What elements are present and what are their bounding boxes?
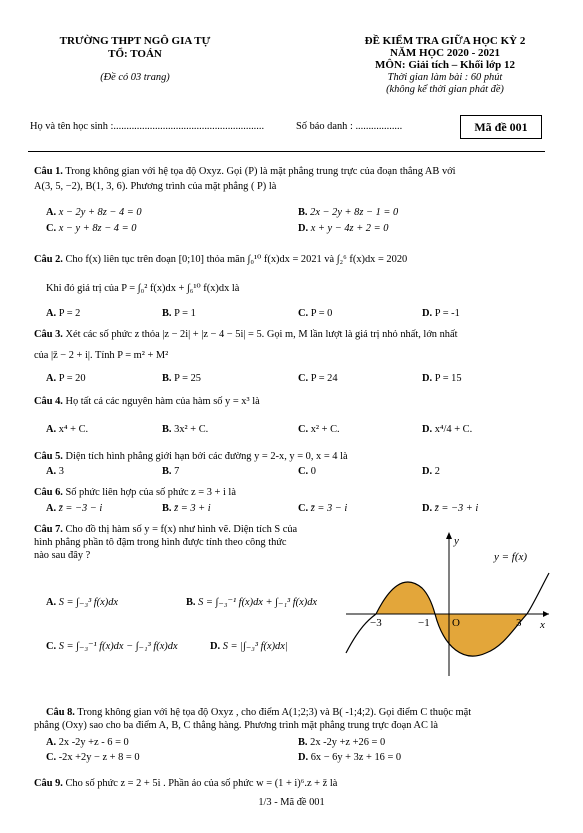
q6-option-b[interactable]: z̄ = 3 + i (174, 503, 211, 514)
q5-option-b[interactable]: 7 (174, 466, 180, 477)
question-4: Câu 4. Họ tất cả các nguyên hàm của hàm số y = x³ là A. x⁴ + C. B. 3x² + C. C. x² + C. D. x⁴/4 + C. (34, 396, 473, 435)
q5-option-a[interactable]: 3 (58, 466, 64, 477)
exam-title: ĐỀ KIỂM TRA GIỮA HỌC KỲ 2 (364, 35, 526, 47)
pages-note: (Đề có 03 trang) (100, 72, 170, 83)
q8-option-d[interactable]: 6x − 6y + 3z + 16 = 0 (310, 752, 402, 763)
student-id-field: Số báo danh : .................. (296, 121, 403, 132)
q3-option-a[interactable]: P = 20 (58, 373, 86, 384)
q1-option-b[interactable]: 2x − 2y + 8z − 1 = 0 (310, 207, 399, 218)
q1-option-d[interactable]: x + y − 4z + 2 = 0 (310, 223, 389, 234)
q1-option-c[interactable]: x − y + 8z − 4 = 0 (58, 223, 137, 234)
q4-option-b[interactable]: 3x² + C. (174, 424, 209, 435)
q6-option-c[interactable]: z̄ = 3 − i (310, 503, 348, 514)
q7-option-d[interactable]: S = |∫₋₃³ f(x)dx| (222, 641, 288, 652)
q2-option-d[interactable]: P = -1 (434, 308, 460, 319)
x-axis-label: x (540, 619, 545, 631)
q7-function-graph (344, 528, 554, 678)
q6-option-d[interactable]: z̄ = −3 + i (434, 503, 479, 514)
tick-label-neg1: −1 (418, 617, 430, 629)
q2-option-a[interactable]: P = 2 (58, 308, 81, 319)
function-label: y = f(x) (494, 551, 528, 563)
q5-option-d[interactable]: 2 (434, 466, 440, 477)
question-6: Câu 6. Số phức liên hợp của số phức z = 3 + i là A. z̄ = −3 − i B. z̄ = 3 + i C. z̄ = 3 − i D. z̄ = −3 + i (34, 487, 479, 514)
q6-option-a[interactable]: z̄ = −3 − i (58, 503, 103, 514)
question-8: Câu 8. Trong không gian với hệ tọa độ Oxyz , cho điểm A(1;2;3) và B( -1;4;2). Gọi điểm C thuộc mặt phẳng (Oxy) sao cho ba điểm A, B, C thẳng hàng. Phương trình mặt phẳng trung trực đoạn AC là A. 2x -2y +z - 6 = 0 B. 2x -2y +z +26 = 0 C. -2x +2y − z + 8 = 0 D. 6x − 6y + 3z + 16 = 0 (34, 707, 472, 763)
q8-option-a[interactable]: 2x -2y +z - 6 = 0 (58, 737, 129, 748)
school-year: NĂM HỌC 2020 - 2021 (390, 47, 500, 59)
q7-option-c[interactable]: S = ∫₋₃⁻¹ f(x)dx − ∫₋₁³ f(x)dx (58, 641, 178, 652)
q4-option-a[interactable]: x⁴ + C. (58, 424, 89, 435)
q8-option-c[interactable]: -2x +2y − z + 8 = 0 (58, 752, 140, 763)
question-1: Câu 1. Trong không gian với hệ tọa độ Oxyz. Gọi (P) là mặt phẳng trung trực của đoạn thẳng AB với A(3, 5, −2), B(1, 3, 6). Phương trình của mặt phẳng ( P) là A. x − 2y + 8z − 4 = 0 B. 2x − 2y + 8z − 1 = 0 C. x − y + 8z − 4 = 0 D. x + y − 4z + 2 = 0 (34, 166, 456, 234)
header-divider (28, 151, 545, 152)
q7-option-a[interactable]: S = ∫₋₃³ f(x)dx (58, 597, 119, 608)
question-7: Câu 7. Cho đồ thị hàm số y = f(x) như hình vẽ. Diện tích S của hình phẳng phần tô đậm trong hình được tính theo công thức nào sau đây ? (34, 524, 298, 561)
q3-option-b[interactable]: P = 25 (174, 373, 201, 384)
q4-option-d[interactable]: x⁴/4 + C. (434, 424, 473, 435)
q3-option-c[interactable]: P = 24 (310, 373, 338, 384)
q5-option-c[interactable]: 0 (310, 466, 316, 477)
time-limit: Thời gian làm bài : 60 phút (387, 72, 503, 83)
student-name-field: Họ và tên học sinh :.......................................................... (30, 121, 265, 132)
q1-option-a[interactable]: x − 2y + 8z − 4 = 0 (58, 207, 142, 218)
q2-option-c[interactable]: P = 0 (310, 308, 333, 319)
question-3: Câu 3. Xét các số phức z thỏa |z − 2i| + |z − 4 − 5i| = 5. Gọi m, M lần lượt là giá trị nhỏ nhất, lớn nhất của |z̄ − 2 + i|. Tính P = m² + M² A. P = 20 B. P = 25 C. P = 24 D. P = 15 (34, 329, 462, 384)
question-2: Câu 2. Cho f(x) liên tục trên đoạn [0;10] thỏa mãn ∫₀¹⁰ f(x)dx = 2021 và ∫₂⁶ f(x)dx = 2020 Khi đó giá trị của P = ∫₀² f(x)dx + ∫₆¹⁰ f(x)dx là A. P = 2 B. P = 1 C. P = 0 D. P = -1 (34, 254, 460, 319)
department: TỔ: TOÁN (108, 48, 162, 60)
y-axis-label: y (454, 535, 459, 547)
exam-code-box: Mã đề 001 (460, 115, 542, 139)
y-axis-arrow (446, 532, 452, 539)
page-footer: 1/3 - Mã đề 001 (258, 797, 325, 808)
time-note: (không kể thời gian phát đề) (386, 84, 504, 95)
q3-option-d[interactable]: P = 15 (434, 373, 462, 384)
q7-option-b[interactable]: S = ∫₋₃⁻¹ f(x)dx + ∫₋₁³ f(x)dx (198, 597, 317, 608)
tick-label-neg3: −3 (370, 617, 382, 629)
question-5: Câu 5. Diện tích hình phẳng giới hạn bởi các đường y = 2-x, y = 0, x = 4 là A. 3 B. 7 C. 0 D. 2 (34, 451, 440, 477)
x-axis-arrow (543, 611, 549, 617)
subject: MÔN: Giải tích – Khối lớp 12 (375, 59, 515, 71)
q4-option-c[interactable]: x² + C. (310, 424, 340, 435)
school-name: TRƯỜNG THPT NGÔ GIA TỰ (59, 35, 211, 47)
origin-label: O (452, 617, 460, 629)
q8-option-b[interactable]: 2x -2y +z +26 = 0 (310, 737, 386, 748)
question-9: Câu 9. Cho số phức z = 2 + 5i . Phần ảo của số phức w = (1 + i)⁶.z + z̄ là (34, 778, 338, 789)
tick-label-3: 3 (516, 617, 522, 629)
q2-option-b[interactable]: P = 1 (174, 308, 196, 319)
